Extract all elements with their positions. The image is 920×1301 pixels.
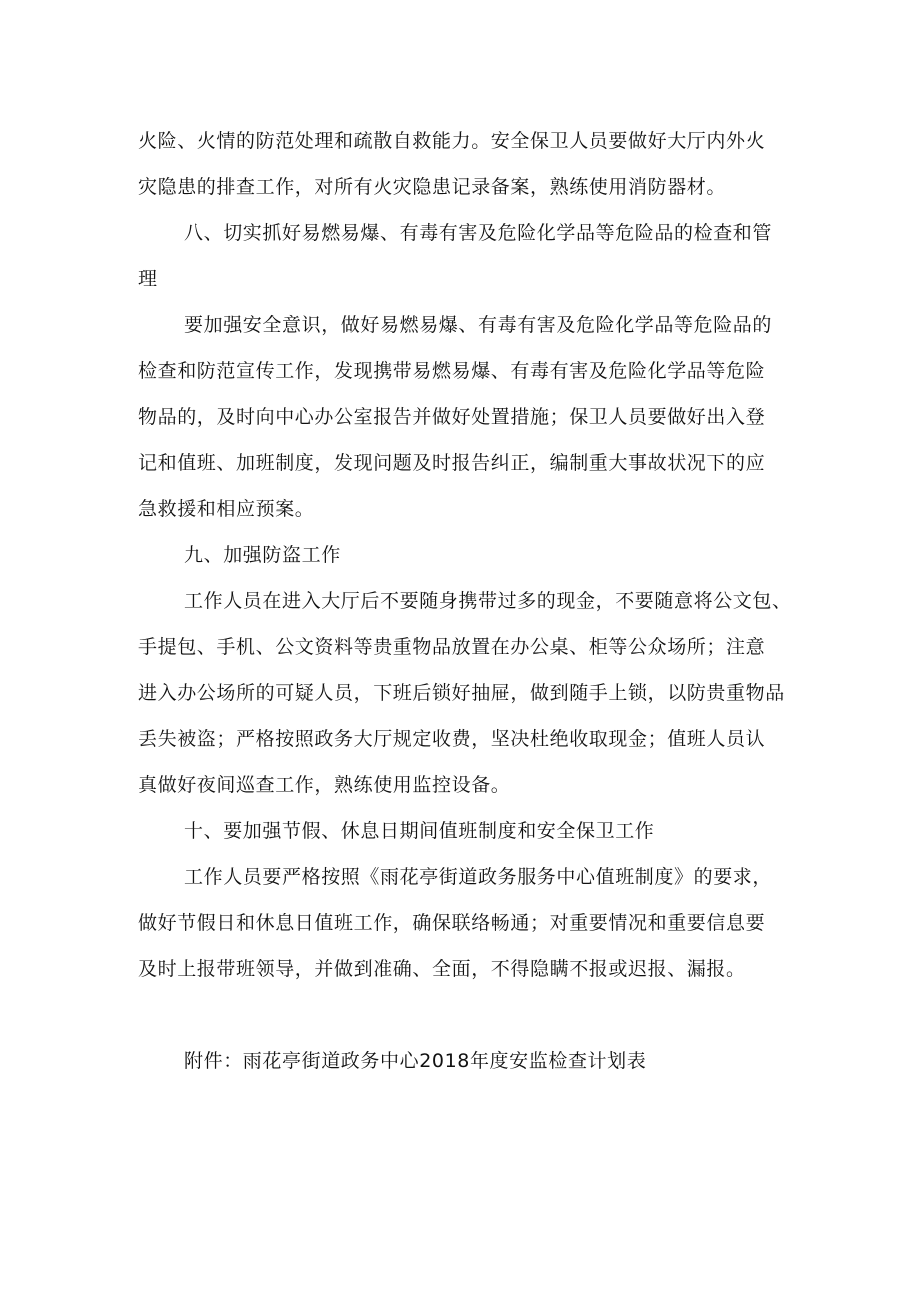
- paragraph-line: 检查和防范宣传工作，发现携带易燃易爆、有毒有害及危险化学品等危险: [138, 360, 766, 382]
- paragraph-line: 真做好夜间巡查工作，熟练使用监控设备。: [138, 774, 511, 796]
- paragraph-line: 急救援和相应预案。: [138, 498, 315, 520]
- paragraph-line: 手提包、手机、公文资料等贵重物品放置在办公桌、柜等公众场所；注意: [138, 636, 766, 658]
- paragraph-line: 物品的，及时向中心办公室报告并做好处置措施；保卫人员要做好出入登: [138, 406, 766, 428]
- paragraph-line: 工作人员要严格按照《雨花亭街道政务服务中心值班制度》的要求，: [184, 866, 773, 888]
- paragraph-line: 灾隐患的排查工作，对所有火灾隐患记录备案，熟练使用消防器材。: [138, 176, 727, 198]
- paragraph-line: 丢失被盗；严格按照政务大厅规定收费，坚决杜绝收取现金；值班人员认: [138, 728, 766, 750]
- paragraph-line: 做好节假日和休息日值班工作，确保联络畅通；对重要情况和重要信息要: [138, 912, 766, 934]
- paragraph-line: 进入办公场所的可疑人员，下班后锁好抽屉，做到随手上锁，以防贵重物品: [138, 682, 785, 704]
- paragraph-line: 记和值班、加班制度，发现问题及时报告纠正，编制重大事故状况下的应: [138, 452, 766, 474]
- paragraph-line: 工作人员在进入大厅后不要随身携带过多的现金，不要随意将公文包、: [184, 590, 792, 612]
- paragraph-line: 火险、火情的防范处理和疏散自救能力。安全保卫人员要做好大厅内外火: [138, 130, 766, 152]
- spacer: [138, 992, 798, 1038]
- paragraph-line: 要加强安全意识，做好易燃易爆、有毒有害及危险化学品等危险品的: [184, 314, 773, 336]
- section-heading-10: 十、要加强节假、休息日期间值班制度和安全保卫工作: [184, 820, 655, 842]
- attachment-note: 附件：雨花亭街道政务中心2018年度安监检查计划表: [184, 1050, 647, 1072]
- section-heading-8-cont: 理: [138, 268, 158, 290]
- paragraph-line: 及时上报带班领导，并做到准确、全面，不得隐瞒不报或迟报、漏报。: [138, 958, 746, 980]
- section-heading-8: 八、切实抓好易燃易爆、有毒有害及危险化学品等危险品的检查和管: [184, 222, 773, 244]
- document-body: [138, 118, 798, 1084]
- section-heading-9: 九、加强防盗工作: [184, 544, 341, 566]
